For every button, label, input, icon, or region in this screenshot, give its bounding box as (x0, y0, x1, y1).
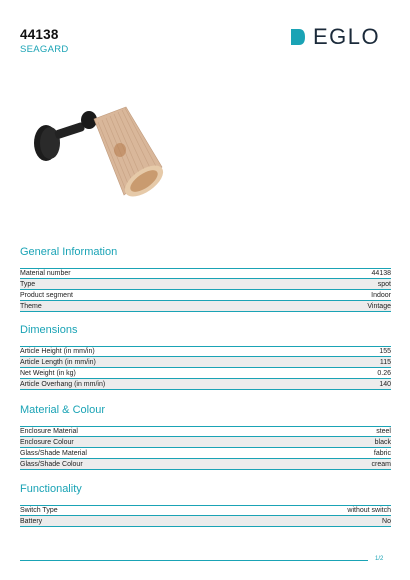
row-value: spot (377, 280, 391, 288)
table-row (20, 368, 391, 379)
section-title: General Information (20, 246, 118, 258)
section-title: Dimensions (20, 324, 78, 336)
section-title: Functionality (20, 483, 82, 495)
row-label: Theme (20, 302, 42, 310)
row-label: Article Overhang (in mm/in) (20, 380, 106, 388)
table-row (20, 290, 391, 301)
row-value: Vintage (367, 302, 391, 310)
table-row (20, 268, 391, 279)
row-label: Article Height (in mm/in) (20, 348, 95, 355)
row-label: Article Length (in mm/in) (20, 358, 96, 366)
product-name: SEAGARD (20, 44, 69, 55)
spec-table (20, 346, 391, 390)
logo-text: EGLO (313, 24, 381, 49)
row-value: 44138 (371, 270, 391, 277)
table-row (20, 505, 391, 516)
section-functionality (20, 481, 391, 527)
row-label: Enclosure Colour (20, 438, 74, 446)
page-number: 1/2 (375, 556, 384, 562)
row-label: Switch Type (20, 507, 58, 514)
table-row (20, 379, 391, 390)
footer-divider (20, 560, 368, 561)
row-value: 115 (379, 358, 391, 366)
table-row (20, 459, 391, 470)
table-row (20, 516, 391, 527)
section-dimensions (20, 322, 391, 390)
row-value: 155 (379, 348, 391, 355)
table-row (20, 357, 391, 368)
product-number: 44138 (20, 27, 59, 42)
table-row (20, 301, 391, 312)
section-material-colour (20, 402, 391, 470)
row-value: black (374, 438, 391, 446)
row-value: No (382, 517, 391, 525)
section-general-information (20, 244, 391, 312)
product-image (24, 95, 174, 210)
row-value: without switch (347, 507, 391, 514)
row-label: Product segment (20, 291, 73, 299)
spec-table (20, 268, 391, 312)
row-label: Glass/Shade Colour (20, 460, 83, 468)
row-value: fabric (373, 449, 391, 457)
table-row (20, 279, 391, 290)
table-row (20, 426, 391, 437)
spec-table (20, 505, 391, 527)
spec-table (20, 426, 391, 470)
row-value: 0.26 (377, 369, 391, 377)
row-label: Net Weight (in kg) (20, 369, 76, 377)
row-label: Type (20, 280, 36, 288)
brand-logo (289, 26, 393, 48)
row-label: Enclosure Material (20, 428, 78, 435)
row-label: Battery (20, 517, 43, 525)
section-title: Material & Colour (20, 404, 105, 416)
row-value: Indoor (371, 291, 391, 299)
table-row (20, 346, 391, 357)
table-row (20, 437, 391, 448)
row-value: steel (376, 428, 391, 435)
row-value: cream (371, 460, 391, 468)
row-label: Material number (20, 270, 71, 277)
table-row (20, 448, 391, 459)
row-value: 140 (379, 380, 391, 388)
row-label: Glass/Shade Material (20, 449, 87, 457)
eglo-logo-icon (289, 27, 307, 47)
product-header (20, 27, 69, 55)
